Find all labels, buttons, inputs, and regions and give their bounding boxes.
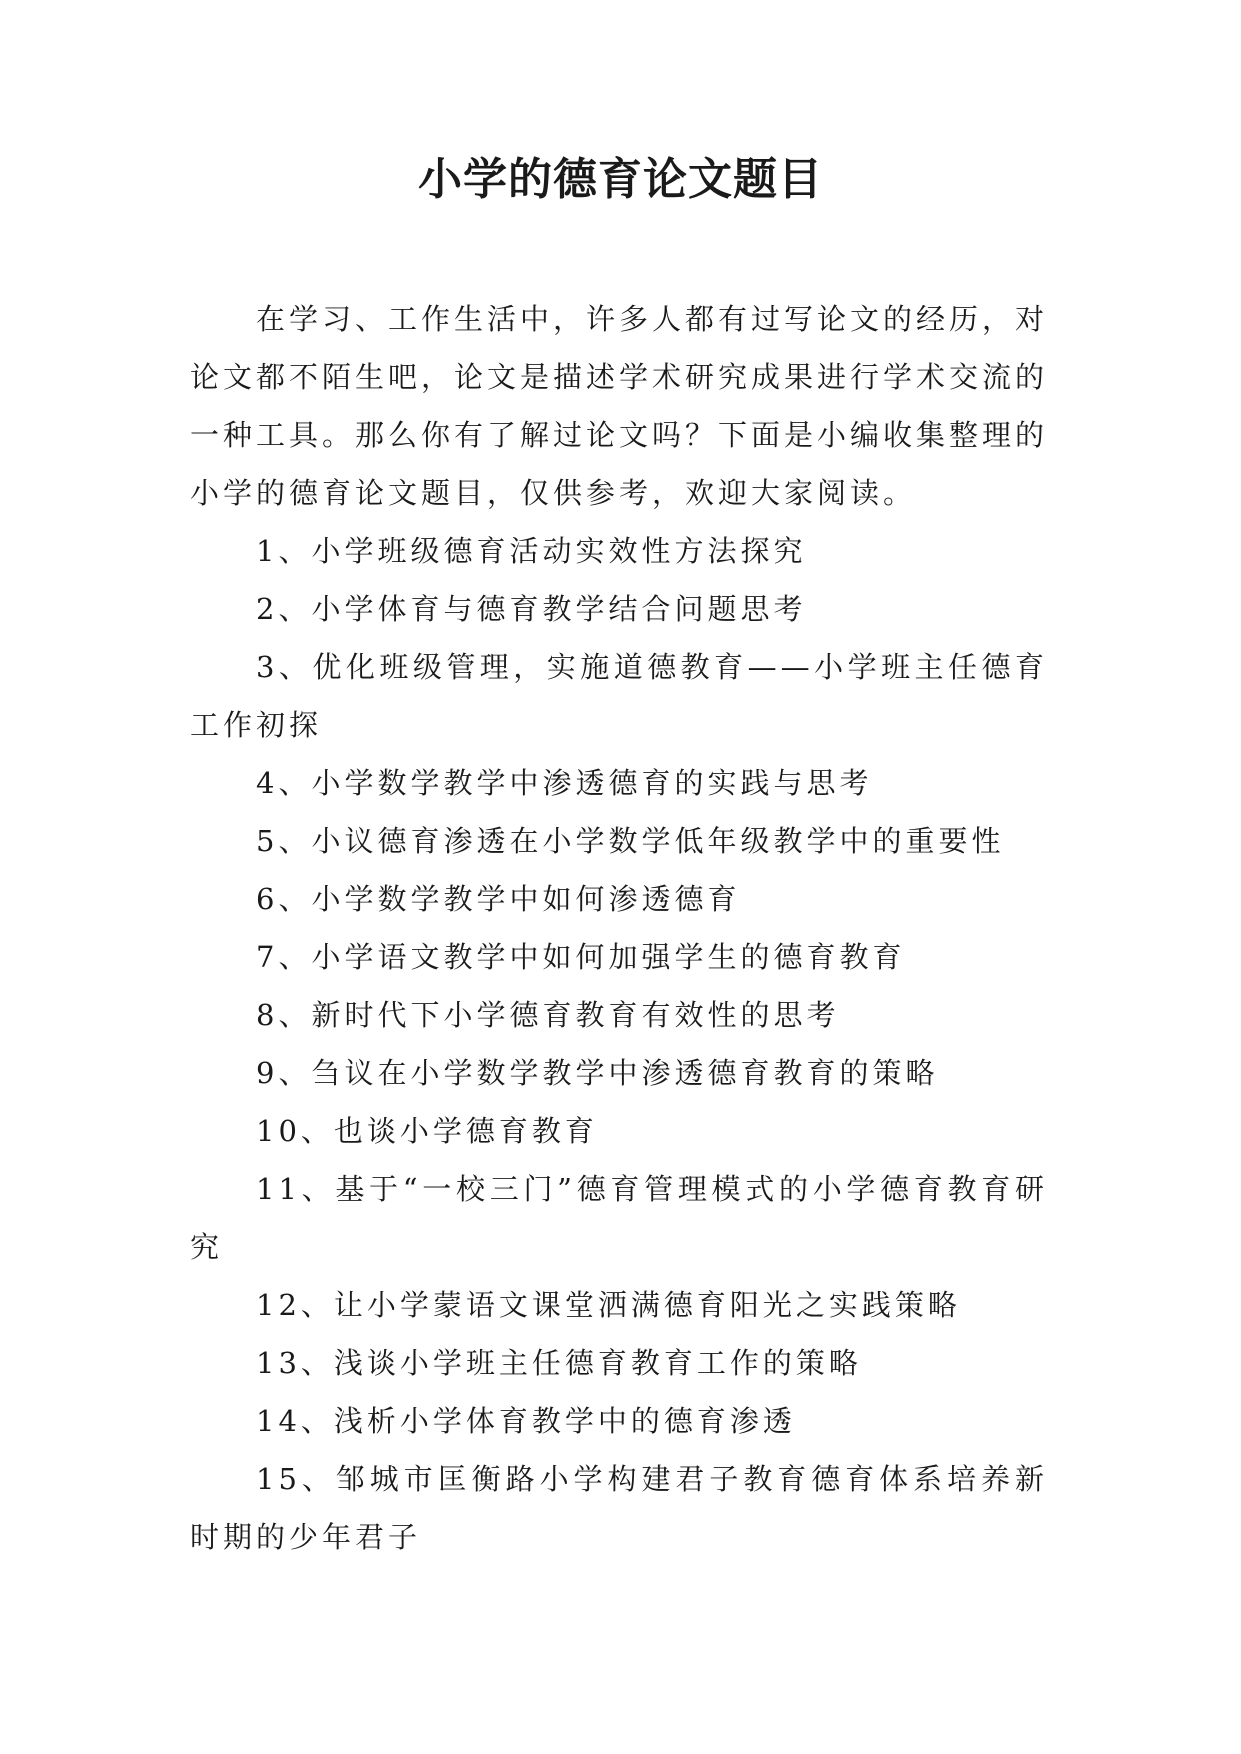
list-item: 13、浅谈小学班主任德育教育工作的策略 (256, 1346, 862, 1380)
list-item: 12、让小学蒙语文课堂洒满德育阳光之实践策略 (256, 1288, 961, 1322)
intro-paragraph: 在学习、工作生活中，许多人都有过写论文的经历，对论文都不陌生吧，论文是描述学术研究成果进行学术交流的一种工具。那么你有了解过论文吗？下面是小编收集整理的小学的德育论文题目，仅供参考，欢迎大家阅读。 (190, 302, 1049, 510)
list-item: 14、浅析小学体育教学中的德育渗透 (256, 1404, 796, 1438)
list-item: 8、新时代下小学德育教育有效性的思考 (256, 998, 840, 1032)
list-item: 6、小学数学教学中如何渗透德育 (256, 882, 741, 916)
list-item: 9、刍议在小学数学教学中渗透德育教育的策略 (256, 1056, 939, 1090)
document-title: 小学的德育论文题目 (418, 154, 823, 205)
document-body (190, 290, 1048, 1566)
list-item: 2、小学体育与德育教学结合问题思考 (256, 592, 807, 626)
list-item: 7、小学语文教学中如何加强学生的德育教育 (256, 940, 906, 974)
list-item: 5、小议德育渗透在小学数学低年级教学中的重要性 (256, 824, 1005, 858)
list-item: 15、邹城市匡衡路小学构建君子教育德育体系培养新时期的少年君子 (190, 1462, 1048, 1554)
list-item: 11、基于“一校三门”德育管理模式的小学德育教育研究 (190, 1172, 1048, 1264)
list-item: 1、小学班级德育活动实效性方法探究 (256, 534, 807, 568)
list-item: 3、优化班级管理，实施道德教育——小学班主任德育工作初探 (190, 650, 1048, 742)
list-item: 4、小学数学教学中渗透德育的实践与思考 (256, 766, 873, 800)
list-item: 10、也谈小学德育教育 (256, 1114, 598, 1148)
